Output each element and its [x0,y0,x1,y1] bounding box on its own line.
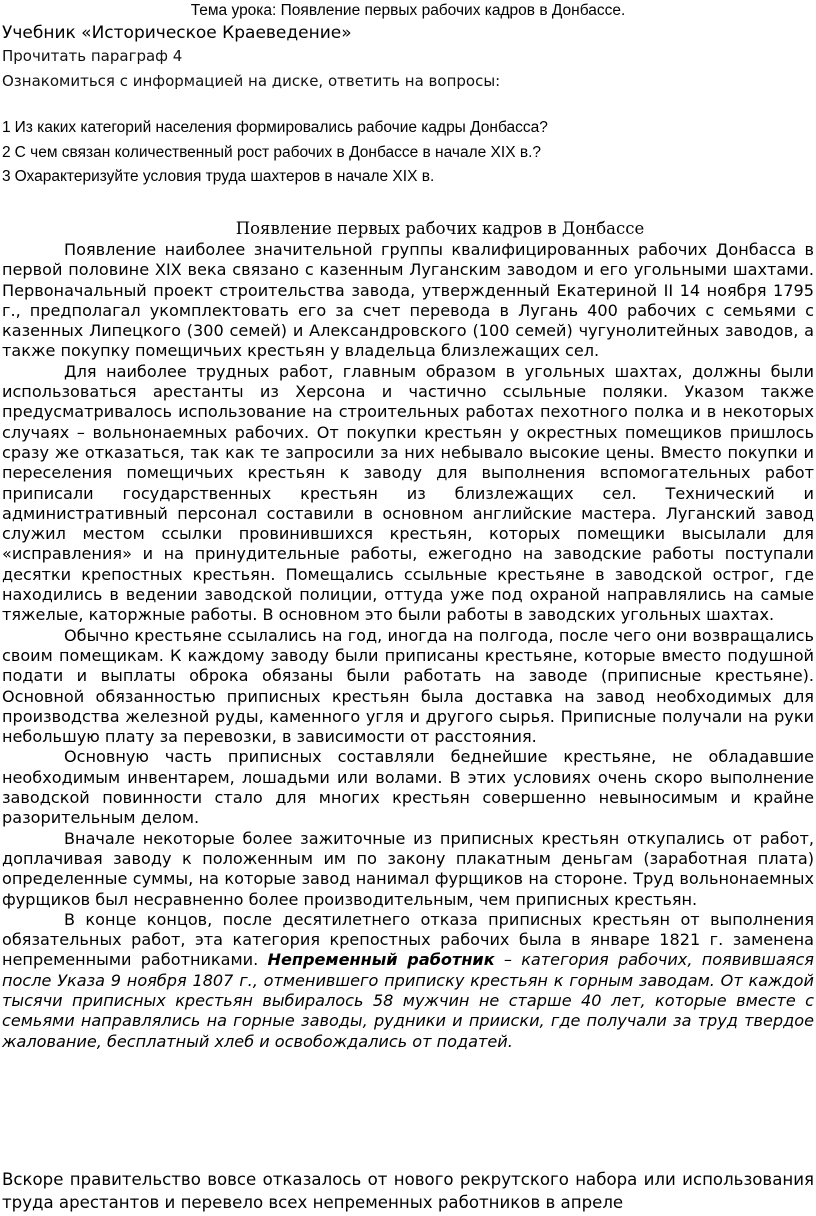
lesson-topic: Тема урока: Появление первых рабочих кадров в Донбассе. [190,2,626,19]
term-bold-italic: Непременный работник [267,950,495,970]
question-item [2,143,548,168]
article-title: Появление первых рабочих кадров в Донбассе [235,219,645,238]
paragraph-text: В конце концов, после десятилетнего отказа приписных крестьян от выполнения обязательных работ, эта категория крепостных рабочих была в январе 1821 г. заменена непременными работниками. [2,909,814,970]
task-disk-info: Ознакомиться с информацией на диске, ответить на вопросы: [2,72,501,90]
question-text: Охарактеризуйте условия труда шахтеров в начале XIX в. [14,168,435,185]
term-definition: – категория рабочих, появившаяся после Указа 9 ноября 1807 г., отменившего приписку крестьян к горным заводам. От каждой тысячи приписных крестьян выбиралось 58 мужчин не старше 40 лет, которые вместе с семьями направлялись на горные заводы, рудники и прииски, где получали за труд твердое жалование, бесплатный хлеб и освобождались от податей. [2,950,814,1051]
article-body [2,240,814,1052]
textbook-title: Учебник «Историческое Краеведение» [2,23,352,43]
question-number: 3 [2,168,11,185]
task-read-paragraph: Прочитать параграф 4 [2,47,183,65]
question-text: Из каких категорий населения формировались рабочие кадры Донбасса? [14,119,548,136]
article-paragraph: Основную часть приписных составляли беднейшие крестьяне, не обладавшие необходимым инвентарем, лошадьми или волами. В этих условиях очень скоро выполнение заводской повинности стало для многих крестьян совершенно невыносимым и крайне разорительным делом. [2,747,814,828]
question-number: 2 [2,143,11,161]
questions-list [2,118,548,192]
question-number: 1 [2,119,11,136]
article-paragraph: Появление наиболее значительной группы квалифицированных рабочих Донбасса в первой половине XIX века связано с казенным Луганским заводом и его угольными шахтами. Первоначальный проект строительства завода, утвержденный Екатериной II 14 ноября 1795 г., предполагал укомплектовать его за счет перевода в Лугань 400 рабочих с семьями с казенных Липецкого (300 семей) и Александровского (100 семей) чугунолитейных заводов, а также покупку помещичьих крестьян у владельца близлежащих сел. [2,240,814,361]
question-text: С чем связан количественный рост рабочих в Донбассе в начале XIX в.? [14,143,542,161]
article-paragraph: Для наиболее трудных работ, главным образом в угольных шахтах, должны были использоваться арестанты из Херсона и частично ссыльные поляки. Указом также предусматривалось использование на строительных работах пехотного полка и в некоторых случаях – вольнонаемных рабочих. От покупки крестьян у окрестных помещиков пришлось сразу же отказаться, так как те запросили за них небывало высокие цены. Вместо покупки и переселения помещичьих крестьян к заводу для выполнения вспомогательных работ приписали государственных крестьян из близлежащих сел. Технический и административный персонал составили в основном английские мастера. Луганский завод служил местом ссылки провинившихся крестьян, которых помещики высылали для «исправления» и на принудительные работы, ежегодно на заводские работы поступали десятки крепостных крестьян. Помещались ссыльные крестьяне в заводской острог, где находились в ведении заводской полиции, оттуда уже под охраной направлялись на самые тяжелые, каторжные работы. В основном это были работы в заводских угольных шахтах. [2,361,814,625]
article-paragraph: Вначале некоторые более зажиточные из приписных крестьян откупались от работ, доплачивая заводу к положенным им по закону плакатным деньгам (заработная плата) определенные суммы, на которые завод нанимал фурщиков на стороне. Труд вольнонаемных фурщиков был несравненно более производительным, чем приписных крестьян. [2,828,814,909]
question-item [2,167,548,192]
article-paragraph: Обычно крестьяне ссылались на год, иногда на полгода, после чего они возвращались своим помещикам. К каждому заводу были приписаны крестьяне, которые вместо подушной подати и выплаты оброка обязаны были работать на заводе (приписные крестьяне). Основной обязанностью приписных крестьян была доставка на завод необходимых для производства железной руды, каменного угля и другого сырья. Приписные получали на руки небольшую плату за перевозки, в зависимости от расстояния. [2,625,814,747]
question-item [2,118,548,143]
article-tail: Вскоре правительство вовсе отказалось от нового рекрутского набора или использования труда арестантов и перевело всех непременных работников в апреле [2,1170,814,1212]
article-paragraph [2,910,814,1052]
